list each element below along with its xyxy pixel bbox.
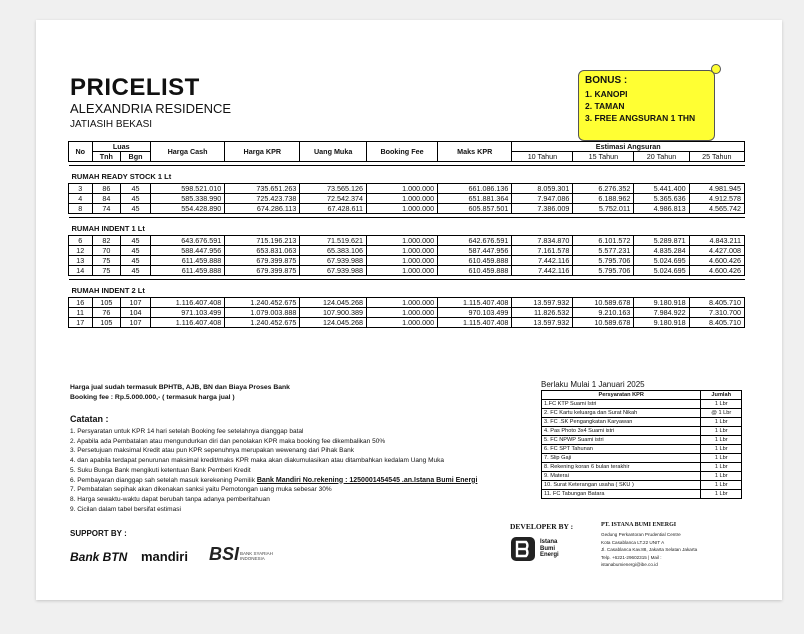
table-cell: 84 <box>92 194 121 204</box>
table-row <box>69 184 745 194</box>
developer-label: DEVELOPER BY : <box>510 522 574 531</box>
table-cell: 124.045.268 <box>300 318 367 328</box>
bonus-title: BONUS : <box>585 75 628 86</box>
booking-fee-note: Booking fee : Rp.5.000.000,- ( termasuk harga jual ) <box>70 394 235 401</box>
table-cell: 13.597.932 <box>512 318 573 328</box>
table-row <box>69 204 745 214</box>
table-cell: 8 <box>69 204 93 214</box>
requirement-row <box>542 481 742 490</box>
table-cell: 8.405.710 <box>689 318 744 328</box>
requirement-qty: 1 Lbr <box>701 481 742 490</box>
table-row <box>69 246 745 256</box>
requirement-name: 2. FC Kartu keluarga dan Surat Nikah <box>542 409 701 418</box>
notes-section <box>70 383 550 514</box>
table-cell: 1.115.407.408 <box>438 298 512 308</box>
table-cell: 4.843.211 <box>689 236 744 246</box>
table-cell: 9.180.918 <box>634 298 689 308</box>
table-cell: 6.188.962 <box>573 194 634 204</box>
table-cell: 72.542.374 <box>300 194 367 204</box>
table-cell: 4.986.813 <box>634 204 689 214</box>
col-25-tahun: 25 Tahun <box>689 152 744 162</box>
table-cell: 11 <box>69 308 93 318</box>
table-cell: 45 <box>121 194 151 204</box>
requirement-row <box>542 454 742 463</box>
table-cell: 554.428.890 <box>150 204 224 214</box>
table-cell: 7.310.700 <box>689 308 744 318</box>
table-cell: 1.079.003.888 <box>225 308 300 318</box>
table-cell: 588.447.956 <box>150 246 224 256</box>
note-item: 3. Persetujuan maksimal Kredit atau pun KPR sepenuhnya merupakan wewenang dari Pihak Bank <box>70 447 355 455</box>
bonus-item: 2. TAMAN <box>585 101 625 111</box>
table-cell: 642.676.591 <box>438 236 512 246</box>
table-cell: 1.240.452.675 <box>225 318 300 328</box>
table-cell: 4.981.945 <box>689 184 744 194</box>
table-cell: 1.116.407.408 <box>150 298 224 308</box>
table-cell: 1.116.407.408 <box>150 318 224 328</box>
table-cell: 107 <box>121 298 151 308</box>
table-cell: 7.947.086 <box>512 194 573 204</box>
requirement-row <box>542 427 742 436</box>
effective-date: Berlaku Mulai 1 Januari 2025 <box>541 380 645 389</box>
table-cell: 735.651.263 <box>225 184 300 194</box>
requirement-row <box>542 418 742 427</box>
table-cell: 13 <box>69 256 93 266</box>
address-line: Jl. Casablanca Kav.88, Jakarta Selatan Jakarta <box>601 547 698 552</box>
table-cell: 1.115.407.408 <box>438 318 512 328</box>
table-cell: 9.180.918 <box>634 318 689 328</box>
table-cell: 5.024.695 <box>634 256 689 266</box>
table-row <box>69 308 745 318</box>
table-cell: 4.835.284 <box>634 246 689 256</box>
table-cell: 6.101.572 <box>573 236 634 246</box>
table-cell: 5.577.231 <box>573 246 634 256</box>
table-cell: 45 <box>121 236 151 246</box>
table-cell: 643.676.591 <box>150 236 224 246</box>
requirement-qty: 1 Lbr <box>701 445 742 454</box>
table-cell: 1.240.452.675 <box>225 298 300 308</box>
requirement-name: 3. FC .SK Pengangkatan Karyawan <box>542 418 701 427</box>
table-cell: 715.196.213 <box>225 236 300 246</box>
table-cell: 4.600.426 <box>689 256 744 266</box>
requirement-qty: 1 Lbr <box>701 463 742 472</box>
table-cell: 10.589.678 <box>573 298 634 308</box>
table-cell: 725.423.738 <box>225 194 300 204</box>
col-maks-kpr: Maks KPR <box>438 142 512 162</box>
table-cell: 67.939.988 <box>300 266 367 276</box>
col-20-tahun: 20 Tahun <box>634 152 689 162</box>
logo-text-line: Istana <box>540 539 558 545</box>
table-cell: 86 <box>92 184 121 194</box>
table-cell: 4.912.578 <box>689 194 744 204</box>
table-cell: 7.984.922 <box>634 308 689 318</box>
table-cell: 12 <box>69 246 93 256</box>
table-cell: 4.565.742 <box>689 204 744 214</box>
bank-bsi-logo: BSI <box>209 544 240 564</box>
requirement-row <box>542 490 742 499</box>
note-item: 7. Pembatalan sepihak akan dikenakan sanksi yaitu Pemotongan uang muka sebesar 30% <box>70 486 332 494</box>
scroll-curl-icon <box>711 64 721 74</box>
table-cell: 71.519.621 <box>300 236 367 246</box>
table-cell: 105 <box>92 318 121 328</box>
table-cell: 9.210.163 <box>573 308 634 318</box>
developer-logo-icon <box>510 536 536 562</box>
table-cell: 971.103.499 <box>150 308 224 318</box>
address-line: istanabumienergi@ibe.co.id <box>601 562 658 567</box>
table-cell: 679.399.875 <box>225 256 300 266</box>
table-cell: 1.000.000 <box>366 204 437 214</box>
bonus-box <box>578 70 715 141</box>
requirement-name: 10. Surat Keterangan usaha ( SKU ) <box>542 481 701 490</box>
table-cell: 74 <box>92 204 121 214</box>
table-cell: 45 <box>121 266 151 276</box>
requirement-row <box>542 472 742 481</box>
table-cell: 1.000.000 <box>366 194 437 204</box>
requirement-qty: 1 Lbr <box>701 400 742 409</box>
bank-account-info: Bank Mandiri No.rekening : 1250001454545 .an.Istana Bumi Energi <box>256 476 478 484</box>
kpr-requirements-table <box>541 390 742 499</box>
requirement-name: 11. FC Tabungan Batara <box>542 490 701 499</box>
requirement-row <box>542 436 742 445</box>
table-cell: 610.459.888 <box>438 266 512 276</box>
logo-text-line: Bumi <box>540 545 555 552</box>
table-cell: 8.059.301 <box>512 184 573 194</box>
section-title: RUMAH INDENT 2 Lt <box>69 280 745 298</box>
note-item: 4. dan apabila terdapat penurunan maksimal kredit/maks KPR maka akan diakumulasikan atau ditambahkan kedalam Uang Muka <box>70 457 444 465</box>
table-cell: 1.000.000 <box>366 246 437 256</box>
support-label: SUPPORT BY : <box>70 529 127 538</box>
col-luas: Luas <box>92 142 150 152</box>
pricelist-page <box>36 20 782 600</box>
developer-logo-text <box>540 539 559 559</box>
table-cell: 11.826.532 <box>512 308 573 318</box>
table-cell: 605.857.501 <box>438 204 512 214</box>
table-cell: 14 <box>69 266 93 276</box>
requirement-qty: 1 Lbr <box>701 490 742 499</box>
table-cell: 73.565.126 <box>300 184 367 194</box>
section-title: RUMAH INDENT 1 Lt <box>69 218 745 236</box>
table-cell: 4 <box>69 194 93 204</box>
table-cell: 124.045.268 <box>300 298 367 308</box>
requirement-row <box>542 409 742 418</box>
requirement-qty: @ 1 Lbr <box>701 409 742 418</box>
table-cell: 4.427.008 <box>689 246 744 256</box>
table-cell: 17 <box>69 318 93 328</box>
company-name: PT. ISTANA BUMI ENERGI <box>601 522 677 528</box>
payment-note-text: 6. Pembayaran dianggap sah setelah masuk kerekening Pemilik <box>70 476 257 484</box>
table-cell: 70 <box>92 246 121 256</box>
table-cell: 5.795.706 <box>573 266 634 276</box>
requirement-name: 8. Rekening koran 6 bulan terakhir <box>542 463 701 472</box>
table-cell: 6.276.352 <box>573 184 634 194</box>
table-cell: 10.589.678 <box>573 318 634 328</box>
table-cell: 651.881.364 <box>438 194 512 204</box>
table-cell: 7.161.578 <box>512 246 573 256</box>
requirement-name: 5. FC NPWP Suami istri <box>542 436 701 445</box>
table-cell: 5.289.871 <box>634 236 689 246</box>
table-cell: 75 <box>92 266 121 276</box>
address-line: Kota Casablanca LT.22 UNIT A <box>601 539 665 545</box>
bank-bsi-subtitle: BANK SYARIAH INDONESIA <box>240 551 273 561</box>
col-bgn: Bgn <box>121 152 151 162</box>
requirement-qty: 1 Lbr <box>701 454 742 463</box>
col-harga-cash: Harga Cash <box>150 142 224 162</box>
note-item: 9. Cicilan dalam tabel bersifat estimasi <box>70 505 181 513</box>
requirement-name: 6. FC SPT Tahunan <box>542 445 701 454</box>
table-cell: 661.086.136 <box>438 184 512 194</box>
bank-btn-logo: Bank BTN <box>70 550 128 564</box>
catatan-title: Catatan : <box>70 414 109 424</box>
table-cell: 13.597.932 <box>512 298 573 308</box>
table-cell: 75 <box>92 256 121 266</box>
table-cell: 45 <box>121 246 151 256</box>
col-15-tahun: 15 Tahun <box>573 152 634 162</box>
table-cell: 653.831.063 <box>225 246 300 256</box>
table-cell: 970.103.499 <box>438 308 512 318</box>
col-10-tahun: 10 Tahun <box>512 152 573 162</box>
logo-text-line: Energi <box>540 552 559 558</box>
table-cell: 45 <box>121 256 151 266</box>
requirement-qty: 1 Lbr <box>701 427 742 436</box>
col-uang-muka: Uang Muka <box>300 142 367 162</box>
table-cell: 16 <box>69 298 93 308</box>
bank-mandiri-logo: mandiri <box>141 549 188 564</box>
note-item: 8. Harga sewaktu-waktu dapat berubah tanpa adanya pemberitahuan <box>70 495 270 503</box>
table-row <box>69 266 745 276</box>
requirement-qty: 1 Lbr <box>701 436 742 445</box>
table-cell: 45 <box>121 184 151 194</box>
col-tnh: Tnh <box>92 152 121 162</box>
table-row <box>69 256 745 266</box>
project-location: JATIASIH BEKASI <box>70 119 153 130</box>
note-item: 1. Persyaratan untuk KPR 14 hari setelah Booking fee setelahnya dianggap batal <box>70 428 304 435</box>
price-inclusion-note: Harga jual sudah termasuk BPHTB, AJB, BN dan Biaya Proses Bank <box>70 384 290 391</box>
table-cell: 104 <box>121 308 151 318</box>
price-table <box>68 141 745 328</box>
table-cell: 8.405.710 <box>689 298 744 308</box>
requirement-name: 9. Materai <box>542 472 701 481</box>
table-cell: 107 <box>121 318 151 328</box>
table-cell: 1.000.000 <box>366 266 437 276</box>
section-title: RUMAH READY STOCK 1 Lt <box>69 166 745 184</box>
company-address <box>601 531 697 569</box>
note-item: 5. Suku Bunga Bank mengikuti ketentuan Bank Pemberi Kredit <box>70 466 251 474</box>
bonus-item: 1. KANOPI <box>585 89 628 99</box>
table-row <box>69 318 745 328</box>
requirement-row <box>542 400 742 409</box>
table-cell: 107.900.389 <box>300 308 367 318</box>
table-row <box>69 236 745 246</box>
table-cell: 598.521.010 <box>150 184 224 194</box>
table-cell: 5.365.636 <box>634 194 689 204</box>
address-line: Gedung Perkantoran Prudential Centre <box>601 532 681 537</box>
table-cell: 5.752.011 <box>573 204 634 214</box>
table-cell: 67.428.611 <box>300 204 367 214</box>
table-cell: 5.024.695 <box>634 266 689 276</box>
table-cell: 4.600.426 <box>689 266 744 276</box>
table-cell: 679.399.875 <box>225 266 300 276</box>
col-persyaratan: Persyaratan KPR <box>542 391 701 400</box>
table-cell: 67.939.988 <box>300 256 367 266</box>
table-cell: 1.000.000 <box>366 298 437 308</box>
table-cell: 610.459.888 <box>438 256 512 266</box>
requirement-name: 7. Slip Gaji <box>542 454 701 463</box>
table-cell: 1.000.000 <box>366 318 437 328</box>
table-cell: 3 <box>69 184 93 194</box>
requirement-row <box>542 463 742 472</box>
requirement-qty: 1 Lbr <box>701 418 742 427</box>
table-cell: 1.000.000 <box>366 256 437 266</box>
requirement-qty: 1 Lbr <box>701 472 742 481</box>
table-cell: 6 <box>69 236 93 246</box>
requirement-name: 1.FC KTP Suami Istri <box>542 400 701 409</box>
address-line: Telp. +6221-29602315 | Mail : <box>601 554 662 560</box>
note-item: 2. Apabila ada Pembatalan atau mengundurkan diri dan penolakan KPR maka booking fee dikembalikan 50% <box>70 437 386 445</box>
table-row <box>69 194 745 204</box>
col-no: No <box>69 142 93 162</box>
table-cell: 105 <box>92 298 121 308</box>
table-cell: 611.459.888 <box>150 256 224 266</box>
table-cell: 82 <box>92 236 121 246</box>
col-estimasi: Estimasi Angsuran <box>512 142 745 152</box>
table-cell: 5.795.706 <box>573 256 634 266</box>
table-cell: 585.338.990 <box>150 194 224 204</box>
table-cell: 587.447.956 <box>438 246 512 256</box>
table-row <box>69 298 745 308</box>
table-cell: 611.459.888 <box>150 266 224 276</box>
table-cell: 5.441.400 <box>634 184 689 194</box>
col-booking-fee: Booking Fee <box>366 142 437 162</box>
table-cell: 76 <box>92 308 121 318</box>
table-cell: 7.386.009 <box>512 204 573 214</box>
table-cell: 674.286.113 <box>225 204 300 214</box>
col-jumlah: Jumlah <box>701 391 742 400</box>
page-title: PRICELIST <box>70 74 200 101</box>
table-cell: 1.000.000 <box>366 236 437 246</box>
table-cell: 7.442.116 <box>512 266 573 276</box>
table-cell: 1.000.000 <box>366 308 437 318</box>
table-cell: 65.383.106 <box>300 246 367 256</box>
table-cell: 7.834.870 <box>512 236 573 246</box>
project-name: ALEXANDRIA RESIDENCE <box>70 101 232 116</box>
note-item-payment <box>70 476 550 486</box>
bonus-item: 3. FREE ANGSURAN 1 THN <box>585 113 696 123</box>
table-cell: 45 <box>121 204 151 214</box>
table-cell: 1.000.000 <box>366 184 437 194</box>
requirement-row <box>542 445 742 454</box>
requirement-name: 4. Pas Photo 3x4 Suami istri <box>542 427 701 436</box>
col-harga-kpr: Harga KPR <box>225 142 300 162</box>
table-cell: 7.442.116 <box>512 256 573 266</box>
